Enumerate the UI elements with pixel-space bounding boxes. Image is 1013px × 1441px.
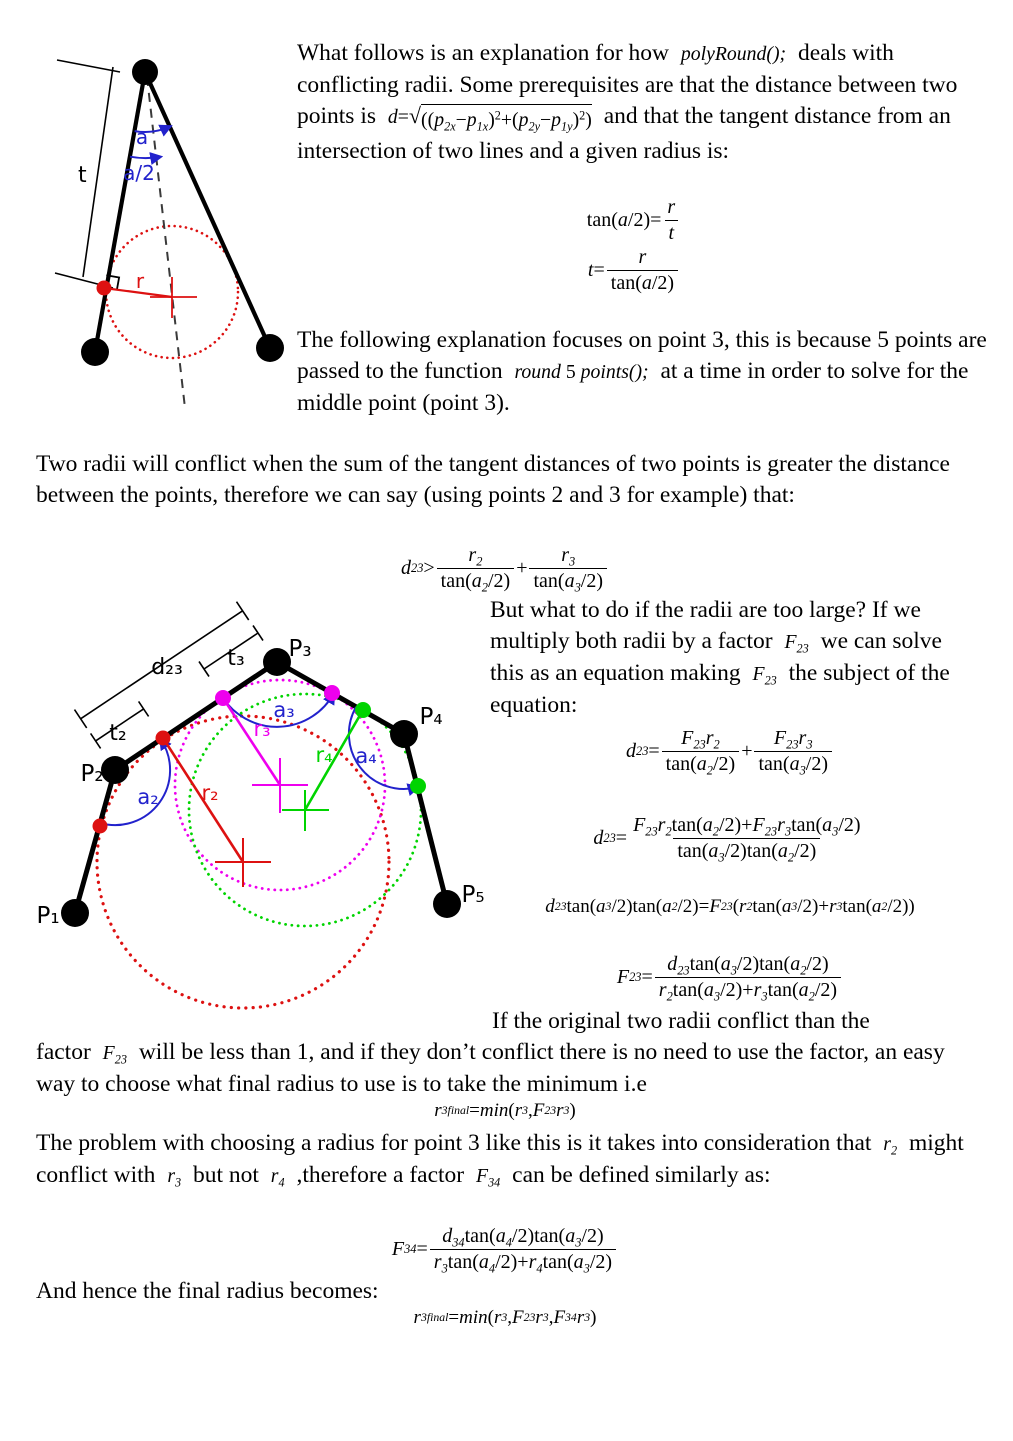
angle-a-label: a <box>135 125 149 149</box>
angle-a2-label: a₂ <box>137 785 159 809</box>
paragraph-original-conflict: factor $F_{23}$ will be less than 1, and if they don’t conflict there is no need to use the factor, an easy way to choose what final radius to use is to take the minimum i.e <box>36 1039 945 1097</box>
formula-tan-half: tan( a /2)= $\frac{r}{t}$ <box>484 196 784 244</box>
r3-label: r₃ <box>253 717 271 741</box>
p2-label: P₂ <box>80 761 104 787</box>
p1-dot <box>61 899 89 927</box>
polyline-diagram <box>30 590 505 1035</box>
tangent-point-dot <box>97 281 112 296</box>
angle-a-half-arc <box>130 157 160 158</box>
tangent-dot-green-2 <box>410 778 426 794</box>
formula-r3final-min2: r 3final = min ( r 3 , F 23 r 3 ) <box>434 1100 576 1121</box>
end-dot-left <box>81 338 109 366</box>
tangent-dot-magenta-2 <box>324 685 340 701</box>
radius-label: r <box>135 269 145 293</box>
edge-right <box>145 72 270 348</box>
t3-label: t₃ <box>227 646 245 671</box>
formula-f23: F 23 = $\frac{d_{23}\tan(a_3/2)\tan(a_2/2)}{r_2\tan(a_3/2)+r_3\tan(a_2/2)}$ <box>580 948 880 1006</box>
paragraph-too-large: But what to do if the radii are too large? If we multiply both radii by a factor $F_{23}$ we can solve this as an equation making $F_{23}$ the subject of the equation: <box>490 597 950 718</box>
paragraph-original-conflict-line1: If the original two radii conflict than the <box>492 1008 870 1034</box>
center-cross-r2 <box>215 838 271 887</box>
angle-a3-label: a₃ <box>273 698 295 722</box>
r4-label: r₄ <box>315 743 333 767</box>
p5-label: P₅ <box>461 882 485 908</box>
formula-d23-combined: d 23 = $\frac{F_{23}r_2\tan(a_2/2)+F_{23}r_3\tan(a_3/2)}{\tan(a_3/2)\tan(a_2/2)}$ <box>593 813 861 864</box>
angle-a-half-label: a/2 <box>123 161 155 185</box>
p5-dot <box>433 890 461 918</box>
tangent-dot-red-1 <box>93 819 108 834</box>
p3-label: P₃ <box>288 636 312 662</box>
formula-t: t = $\frac{r}{\tan(a/2)}$ <box>484 244 784 296</box>
center-cross-r3 <box>252 758 308 813</box>
p1-label: P₁ <box>36 903 60 929</box>
formula-cross-multiplied: d 23 tan( a 3 /2)tan( a 2 /2)= F 23 ( r 2 tan( a 3 /2)+ r 3 tan( a 2 /2)) <box>545 896 915 917</box>
d23-label: d₂₃ <box>151 655 183 680</box>
center-cross-r4 <box>282 790 329 831</box>
p4-label: P₄ <box>419 704 443 730</box>
t2-label: t₂ <box>109 721 127 746</box>
end-dot-right <box>256 334 284 362</box>
angle-a4-label: a₄ <box>355 744 377 768</box>
tangent-dot-red-2 <box>156 731 171 746</box>
paragraph-problem: The problem with choosing a radius for point 3 like this is it takes into consideration that $r_2$ might conflict with $r_3$ but not $r_4$ ,therefore a factor $F_{34}$ can be defined similarly as: <box>36 1130 964 1190</box>
paragraph-conflict: Two radii will conflict when the sum of the tangent distances of two points is greater the distance between the points, therefore we can say (using points 2 and 3 for example) that: <box>36 451 950 508</box>
corner-tangent-diagram <box>30 40 285 425</box>
paragraph-final-radius: And hence the final radius becomes: <box>36 1278 379 1304</box>
p2-dot <box>101 756 129 784</box>
p3-dot <box>263 648 291 676</box>
t-measure-line <box>83 67 113 277</box>
p4-dot <box>390 720 418 748</box>
paragraph-point3: The following explanation focuses on point 3, this is because 5 points are passed to the function round 5 points(); at a time in order to solve for the middle point (point 3). <box>297 327 987 416</box>
r3-line <box>223 698 280 785</box>
formula-r3final-min3: r 3final = min ( r 3 , F 23 r 3 , F 34 r 3 ) <box>413 1307 597 1328</box>
tangent-dot-green-1 <box>355 702 371 718</box>
tangent-dot-magenta-1 <box>215 690 231 706</box>
t-label: t <box>78 163 87 188</box>
formula-f34: F 34 = $\frac{d_{34}\tan(a_4/2)\tan(a_3/2)}{r_3\tan(a_4/2)+r_4\tan(a_3/2)}$ <box>355 1220 655 1278</box>
formula-d23-factored: d 23 = $\frac{F_{23}r_2}{\tan(a_2/2)}$ + $\frac{F_{23}r_3}{\tan(a_3/2)}$ <box>580 722 880 780</box>
r2-label: r₂ <box>201 781 219 805</box>
edge-left <box>95 72 145 352</box>
t-measure-tick-top <box>57 60 120 72</box>
paragraph-intro: What follows is an explanation for how polyRound(); deals with conflicting radii. Some prerequisites are that the distance between two points is d= √ $((p_{2x}-p_{1x})^2+(p_{2y}-p_{1y})^2)$ and that the tangent distance from an intersection of two lines and a given radius is: <box>297 40 958 164</box>
formula-d23-inequality: d 23 > $\frac{r_2}{\tan(a_2/2)}$ + $\frac{r_3}{\tan(a_3/2)}$ <box>355 540 655 596</box>
vertex-dot <box>132 59 158 85</box>
